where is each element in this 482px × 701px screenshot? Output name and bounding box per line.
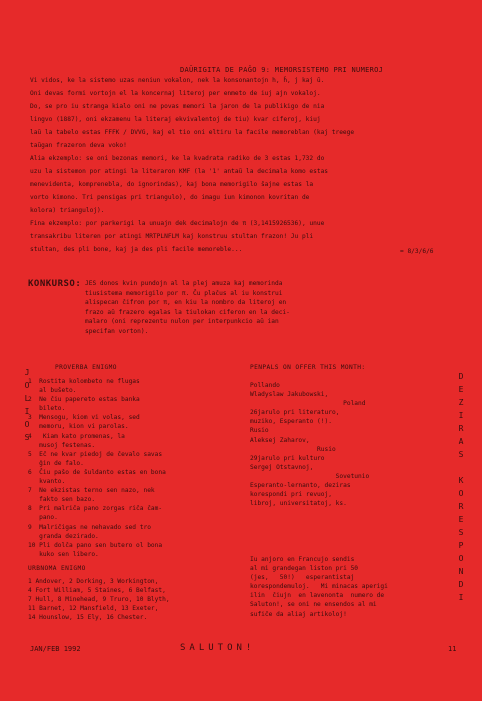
proverbs-list xyxy=(28,377,166,559)
right-vertical-letter: P xyxy=(458,541,464,550)
proverb-line: 2 Ne ĉiu papereto estas banka xyxy=(28,396,140,404)
proverba-title: PROVERBA ENIGMO xyxy=(55,364,117,371)
proverb-line: 8 Pri malriĉa pano zorgas riĉa ĉam- xyxy=(28,505,163,513)
penpal-line: korespondi pri revuoj, xyxy=(250,491,332,499)
right-vertical-letter: O xyxy=(458,554,464,563)
town-line: 4 Fort William, 5 Staines, 6 Belfast, xyxy=(28,587,166,595)
proverb-line: 5 Eĉ ne kvar piedoj de ĉevalo savas xyxy=(28,450,163,458)
penpal-note-line: korespondemuloj. Mi minacas aperigi xyxy=(250,583,388,591)
towns-list xyxy=(28,577,170,622)
intro-line: stultan, des pli bone, kaj ja des pli facile memoreble... xyxy=(30,246,243,253)
right-vertical-letter: E xyxy=(458,515,464,524)
proverb-line: fakto sen bazo. xyxy=(28,496,96,504)
right-vertical-letter: S xyxy=(458,528,464,537)
right-vertical-letter: R xyxy=(458,424,464,433)
left-vertical-letter: S xyxy=(24,433,30,442)
penpal-note-line: sufiĉe da aliaj artikoloj! xyxy=(250,610,347,618)
right-vertical-letter: K xyxy=(458,476,464,485)
urbonoma-title: URBNOMA ENIGMO xyxy=(28,565,86,572)
right-vertical-letter xyxy=(456,461,466,474)
intro-line: Do, se pro iu stranga kialo oni ne povas memori la jaron de la publikigo de nia xyxy=(30,103,325,110)
intro-line: Fina ekzemplo: por parkerigi la unuajn dek decimalojn de π (3,1415926536), unue xyxy=(30,220,325,227)
penpal-note-line: al mi grandegan liston pri 50 xyxy=(250,565,359,573)
left-vertical-letter: J xyxy=(24,368,30,377)
right-vertical-letter: N xyxy=(458,567,464,576)
penpal-note-line: Saluton!, se oni ne ensendos al mi xyxy=(250,601,377,609)
proverb-line: granda dezirado. xyxy=(28,532,99,540)
proverb-line: 1 Rostita kolombeto ne flugas xyxy=(28,378,140,385)
footer-title: SALUTON! xyxy=(180,643,256,653)
right-vertical-letter: I xyxy=(458,593,464,602)
penpal-line: 29jarulo pri kulturo xyxy=(250,454,325,462)
footer-page-number: 11 xyxy=(448,645,457,653)
town-line: 1 Andover, 2 Dorking, 3 Workington, xyxy=(28,578,159,585)
proverb-line: 3 Mensogu, kiom vi volas, sed xyxy=(28,414,140,422)
intro-line: menevidenta, komprenebla, do ignorindas), kaj bona memorigilo ŝajne estas la xyxy=(30,181,314,188)
proverb-line: 6 Ĉiu paŝo de ŝuldanto estas en bona xyxy=(28,468,166,476)
proverb-line: 10 Pli dolĉa pano sen butero ol bona xyxy=(28,541,163,549)
proverb-line: pano. xyxy=(28,514,58,522)
right-vertical-letter: D xyxy=(458,372,464,381)
intro-line: = 8/3/6/6 xyxy=(400,248,434,255)
town-line: 11 Barnet, 12 Mansfield, 13 Exeter, xyxy=(28,605,159,613)
penpal-note xyxy=(250,555,388,619)
intro-line: kolora) trianguloj). xyxy=(30,207,105,214)
intro-line: laŭ la tabelo estas FFFK / DVVG, kaj el tio oni eltiru la facile memoreblan (kaj treege xyxy=(30,129,355,136)
right-vertical-letter: I xyxy=(458,411,464,420)
intro-line: Vi vidos, ke la sistemo uzas neniun vokalon, nek la konsonantojn h, ĥ, j kaj ŭ. xyxy=(30,77,325,84)
left-vertical-letter: O xyxy=(24,420,30,429)
intro-line: Alia ekzemplo: se oni bezonas memori, ke la kvadrata radiko de 3 estas 1,732 do xyxy=(30,155,325,162)
town-line: 7 Hull, 8 Minehead, 9 Truro, 10 Blyth, xyxy=(28,596,170,604)
intro-line: taŭgan frazeron deva voko! xyxy=(30,142,127,149)
proverb-line: bileto. xyxy=(28,405,66,413)
left-vertical-letter: I xyxy=(24,407,30,416)
penpal-note-line: ilin ĉiujn en lavenonta numero de xyxy=(250,592,385,600)
footer-date: JAN/FEB 1992 xyxy=(30,645,81,653)
penpal-line: Rusio xyxy=(250,427,269,435)
penpal-line: muziko, Esperanto (!). xyxy=(250,418,332,426)
right-vertical-letter: E xyxy=(458,385,464,394)
penpals-title: PENPALS ON OFFER THIS MONTH: xyxy=(250,364,366,371)
right-vertical-letter: O xyxy=(458,489,464,498)
konkurso-label: KONKURSO: xyxy=(28,279,82,289)
page-header: DAŬRIGITA DE PAĜO 9: MEMORSISTEMO PRI NUMEROJ xyxy=(180,66,384,74)
penpal-line: Sergej Otstavnoj, xyxy=(250,463,314,471)
proverb-line: al buŝeto. xyxy=(28,387,77,395)
penpal-line: Pollando xyxy=(250,382,280,389)
penpals-list xyxy=(250,381,369,508)
penpal-line: 26jarulo pri literaturo, xyxy=(250,409,340,417)
right-vertical-letter: Z xyxy=(458,398,464,407)
proverb-line: kuko sen libero. xyxy=(28,550,99,558)
konkurso-text: JES donos kvin pundojn al la plej amuza kaj memorinda tiusistema memorigilo por π. Ĉu plaĉus al iu konstrui alispecan ĉifron por π, en kiu la nombro da literoj en frazo aŭ frazero egalas la tiulokan ciferon en la deci- malaro (oni reprezentu nulon per interpunkcio aŭ ian specifan vorton). xyxy=(85,280,290,335)
right-vertical-letter: D xyxy=(458,580,464,589)
intro-line: lingvo (1887), oni ekzamenu la literaj ekvivalentoj de tiu) kvar ciferoj, kiuj xyxy=(30,116,321,123)
left-vertical-letter: L xyxy=(24,394,30,403)
intro-line: vorto kimono. Tri pensigas pri triangulo), do imagu iun kimonon kovritan de xyxy=(30,194,310,201)
proverb-line: 9 Malriĉigas ne nehavado sed tro xyxy=(28,523,151,531)
proverb-line: memoru, kion vi parolas. xyxy=(28,423,129,431)
proverb-line: 7 Ne ekzistas terno sen nazo, nek xyxy=(28,487,155,495)
intro-line: Oni devas formi vortojn el la koncernaj literoj per enmeto de iuj ajn vokaloj. xyxy=(30,90,321,97)
proverb-line: ĝin de falo. xyxy=(28,459,84,467)
left-vertical-letter: O xyxy=(24,381,30,390)
penpal-note-line: (jes, 50!) esperantistaj xyxy=(250,574,355,582)
penpal-line: Aleksej Zaharov, xyxy=(250,436,310,444)
right-vertical-letter: A xyxy=(458,437,464,446)
penpal-line: Rusio xyxy=(250,445,336,453)
right-vertical-letter: S xyxy=(458,450,464,459)
proverb-line: 4 Kiam kato promenas, la xyxy=(28,432,125,440)
right-vertical-letter: R xyxy=(458,502,464,511)
intro-line: uzu la sistemon por atingi la literaron KMF (la '1' antaŭ la decimala komo estas xyxy=(30,168,329,175)
right-vertical-label xyxy=(456,370,466,604)
intro-line: transakribu literen por atingi MRTPLNFLM kaj konstruu stultan frazon! Ju pli xyxy=(30,233,314,240)
penpal-line: libroj, universitatoj, ks. xyxy=(250,500,347,508)
penpal-line: Poland xyxy=(250,400,366,408)
proverb-line: kvanto. xyxy=(28,478,66,486)
penpal-line: Wladyslaw Jakubowski, xyxy=(250,391,329,399)
penpal-line: Sovetunio xyxy=(250,472,370,480)
penpal-line: Esperanto-lernanto, deziras xyxy=(250,482,351,490)
penpal-note-line: Iu anjoro en Francujo sendis xyxy=(250,556,355,563)
town-line: 14 Hounslow, 15 Ely, 16 Chester. xyxy=(28,614,148,622)
proverb-line: musoj festenas. xyxy=(28,441,96,449)
